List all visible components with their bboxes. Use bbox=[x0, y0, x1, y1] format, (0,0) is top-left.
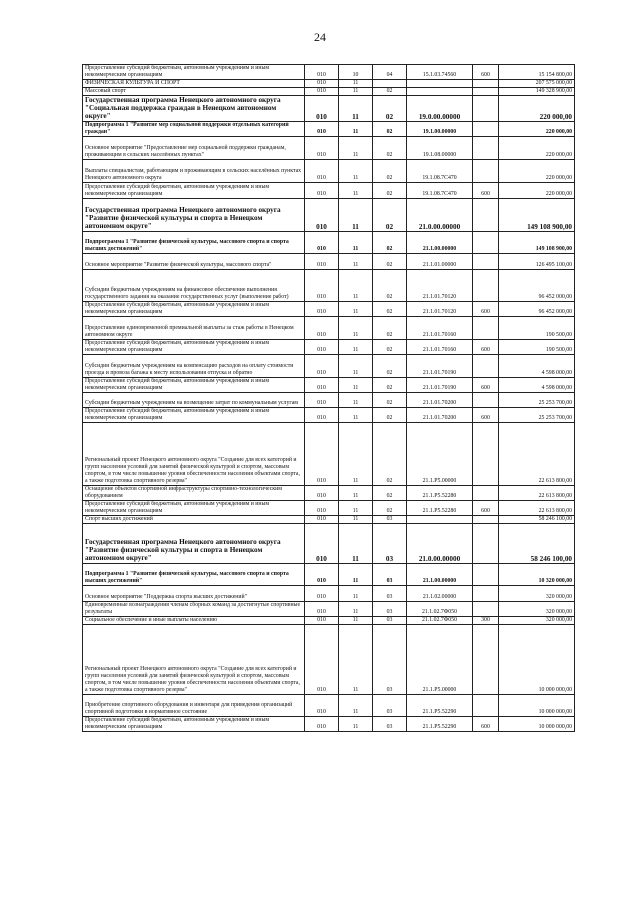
row-name-cell: Спорт высших достижений bbox=[83, 515, 305, 523]
row-code3-cell: 02 bbox=[373, 253, 407, 269]
row-code3-cell: 02 bbox=[373, 136, 407, 159]
row-amount-cell: 96 452 000,00 bbox=[499, 269, 575, 301]
row-amount-cell: 10 320 000,00 bbox=[499, 563, 575, 585]
row-amount-cell: 220 000,00 bbox=[499, 182, 575, 198]
row-code1-cell: 010 bbox=[305, 301, 339, 316]
row-expense-type-cell: 600 bbox=[473, 182, 499, 198]
row-expense-type-cell bbox=[473, 316, 499, 339]
row-expense-type-cell bbox=[473, 422, 499, 485]
row-code2-cell: 11 bbox=[339, 392, 373, 407]
row-code2-cell: 11 bbox=[339, 585, 373, 601]
row-code1-cell: 010 bbox=[305, 377, 339, 392]
row-code1-cell: 010 bbox=[305, 253, 339, 269]
table-row bbox=[83, 523, 575, 563]
row-amount-cell: 149 108 900,00 bbox=[499, 231, 575, 253]
row-name-cell: Единовременные вознаграждения членам сборных команд за достигнутые спортивные результаты bbox=[83, 601, 305, 616]
table-row bbox=[83, 585, 575, 601]
row-expense-type-cell: 600 bbox=[473, 65, 499, 80]
row-amount-cell: 15 154 800,00 bbox=[499, 65, 575, 80]
budget-table bbox=[82, 64, 575, 732]
row-code3-cell: 02 bbox=[373, 485, 407, 500]
row-code2-cell: 11 bbox=[339, 422, 373, 485]
row-expense-type-cell: 600 bbox=[473, 377, 499, 392]
row-code2-cell: 11 bbox=[339, 269, 373, 301]
row-name-cell: Предоставление субсидий бюджетным, автономным учреждениям и иным некоммерческим организациям bbox=[83, 65, 305, 80]
row-code1-cell: 010 bbox=[305, 601, 339, 616]
row-code2-cell: 11 bbox=[339, 301, 373, 316]
row-target-article-cell: 21.1.01.70200 bbox=[407, 407, 473, 422]
row-amount-cell: 220 000,00 bbox=[499, 159, 575, 182]
row-code2-cell: 11 bbox=[339, 159, 373, 182]
row-name-cell: Субсидии бюджетным учреждениям на возмещение затрат по коммунальным услугам bbox=[83, 392, 305, 407]
row-code3-cell: 02 bbox=[373, 392, 407, 407]
row-expense-type-cell: 600 bbox=[473, 500, 499, 515]
row-target-article-cell: 21.1.P5.52290 bbox=[407, 716, 473, 731]
row-target-article-cell: 21.1.02.7Ф050 bbox=[407, 601, 473, 616]
row-code2-cell: 11 bbox=[339, 80, 373, 88]
row-code2-cell: 11 bbox=[339, 354, 373, 377]
row-code2-cell: 11 bbox=[339, 694, 373, 716]
row-code2-cell: 11 bbox=[339, 88, 373, 96]
row-code3-cell: 02 bbox=[373, 407, 407, 422]
row-expense-type-cell: 300 bbox=[473, 616, 499, 624]
row-amount-cell: 220 000,00 bbox=[499, 96, 575, 122]
row-code1-cell: 010 bbox=[305, 422, 339, 485]
row-target-article-cell bbox=[407, 515, 473, 523]
table-row bbox=[83, 269, 575, 301]
row-code1-cell: 010 bbox=[305, 65, 339, 80]
row-amount-cell: 149 328 900,00 bbox=[499, 88, 575, 96]
row-code1-cell: 010 bbox=[305, 80, 339, 88]
row-code1-cell: 010 bbox=[305, 354, 339, 377]
table-row bbox=[83, 198, 575, 231]
table-row bbox=[83, 485, 575, 500]
row-name-cell: Предоставление субсидий бюджетным, автономным учреждениям и иным некоммерческим организациям bbox=[83, 716, 305, 731]
row-code3-cell: 03 bbox=[373, 716, 407, 731]
row-name-cell: Подпрограмма 1 "Развитие физической культуры, массового спорта и спорта высших достижений" bbox=[83, 231, 305, 253]
row-expense-type-cell bbox=[473, 159, 499, 182]
row-code2-cell: 11 bbox=[339, 339, 373, 354]
row-target-article-cell: 19.1.08.7С470 bbox=[407, 182, 473, 198]
row-code1-cell: 010 bbox=[305, 96, 339, 122]
row-amount-cell: 320 000,00 bbox=[499, 601, 575, 616]
row-target-article-cell: 21.1.01.70190 bbox=[407, 377, 473, 392]
row-target-article-cell: 21.1.01.70160 bbox=[407, 339, 473, 354]
row-code3-cell: 02 bbox=[373, 269, 407, 301]
row-amount-cell: 22 613 800,00 bbox=[499, 500, 575, 515]
table-row bbox=[83, 616, 575, 624]
table-row bbox=[83, 392, 575, 407]
row-name-cell: ФИЗИЧЕСКАЯ КУЛЬТУРА И СПОРТ bbox=[83, 80, 305, 88]
row-code3-cell: 02 bbox=[373, 500, 407, 515]
row-expense-type-cell bbox=[473, 624, 499, 694]
row-amount-cell: 25 253 700,00 bbox=[499, 407, 575, 422]
table-row bbox=[83, 339, 575, 354]
row-code1-cell: 010 bbox=[305, 500, 339, 515]
row-name-cell: Региональный проект Ненецкого автономного округа "Создание для всех категорий и групп населения условий для занятий физической культурой и спортом, массовым спортом, в том числе повышение уровня обеспеченности населения объектами спорта, а также подготовка спортивного резерва" bbox=[83, 422, 305, 485]
table-row bbox=[83, 96, 575, 122]
row-code3-cell: 02 bbox=[373, 377, 407, 392]
row-code3-cell: 03 bbox=[373, 624, 407, 694]
row-name-cell: Предоставление субсидий бюджетным, автономным учреждениям и иным некоммерческим организациям bbox=[83, 377, 305, 392]
row-expense-type-cell: 600 bbox=[473, 407, 499, 422]
row-code2-cell: 11 bbox=[339, 377, 373, 392]
row-code1-cell: 010 bbox=[305, 624, 339, 694]
page-number: 24 bbox=[314, 30, 326, 44]
row-expense-type-cell bbox=[473, 585, 499, 601]
row-expense-type-cell bbox=[473, 198, 499, 231]
row-code1-cell: 010 bbox=[305, 585, 339, 601]
row-code1-cell: 010 bbox=[305, 316, 339, 339]
row-code1-cell: 010 bbox=[305, 182, 339, 198]
row-code1-cell: 010 bbox=[305, 88, 339, 96]
table-row bbox=[83, 624, 575, 694]
row-code2-cell: 11 bbox=[339, 198, 373, 231]
row-expense-type-cell bbox=[473, 269, 499, 301]
row-code1-cell: 010 bbox=[305, 616, 339, 624]
row-expense-type-cell: 600 bbox=[473, 301, 499, 316]
row-code3-cell: 02 bbox=[373, 422, 407, 485]
row-name-cell: Выплаты специалистам, работающим и проживающим в сельских населённых пунктах Ненецкого автономного округа bbox=[83, 159, 305, 182]
row-amount-cell: 149 108 900,00 bbox=[499, 198, 575, 231]
row-amount-cell: 207 575 000,00 bbox=[499, 80, 575, 88]
row-name-cell: Приобретение спортивного оборудования и инвентаря для приведения организаций спортивной подготовки в нормативное состояние bbox=[83, 694, 305, 716]
row-code3-cell: 03 bbox=[373, 563, 407, 585]
row-target-article-cell: 21.1.01.00000 bbox=[407, 253, 473, 269]
row-name-cell: Предоставление субсидий бюджетным, автономным учреждениям и иным некоммерческим организациям bbox=[83, 182, 305, 198]
row-target-article-cell: 21.1.00.00000 bbox=[407, 563, 473, 585]
row-code3-cell: 03 bbox=[373, 515, 407, 523]
row-name-cell: Подпрограмма 1 "Развитие физической культуры, массового спорта и спорта высших достижений" bbox=[83, 563, 305, 585]
row-name-cell: Предоставление единовременной премиальной выплаты за стаж работы в Ненецком автономном округе bbox=[83, 316, 305, 339]
row-name-cell: Основное мероприятие "Развитие физической культуры, массового спорта" bbox=[83, 253, 305, 269]
row-amount-cell: 25 253 700,00 bbox=[499, 392, 575, 407]
row-name-cell: Подпрограмма 1 "Развитие мер социальной поддержки отдельных категорий граждан" bbox=[83, 121, 305, 136]
row-name-cell: Основное мероприятие "Предоставление мер социальной поддержки гражданам, проживающим в сельских населённых пунктах" bbox=[83, 136, 305, 159]
row-code2-cell: 11 bbox=[339, 182, 373, 198]
row-expense-type-cell bbox=[473, 523, 499, 563]
row-code2-cell: 11 bbox=[339, 316, 373, 339]
row-name-cell: Предоставление субсидий бюджетным, автономным учреждениям и иным некоммерческим организациям bbox=[83, 301, 305, 316]
table-row bbox=[83, 301, 575, 316]
row-code1-cell: 010 bbox=[305, 198, 339, 231]
row-target-article-cell bbox=[407, 88, 473, 96]
row-code1-cell: 010 bbox=[305, 136, 339, 159]
row-code2-cell: 11 bbox=[339, 121, 373, 136]
row-code3-cell: 03 bbox=[373, 601, 407, 616]
table-row bbox=[83, 716, 575, 731]
row-code3-cell bbox=[373, 80, 407, 88]
row-name-cell: Предоставление субсидий бюджетным, автономным учреждениям и иным некоммерческим организациям bbox=[83, 339, 305, 354]
row-target-article-cell: 21.1.01.70160 bbox=[407, 316, 473, 339]
table-row bbox=[83, 253, 575, 269]
row-code1-cell: 010 bbox=[305, 515, 339, 523]
row-amount-cell: 10 000 000,00 bbox=[499, 694, 575, 716]
row-target-article-cell: 21.1.01.70120 bbox=[407, 301, 473, 316]
row-amount-cell: 220 000,00 bbox=[499, 121, 575, 136]
row-amount-cell: 220 000,00 bbox=[499, 136, 575, 159]
row-expense-type-cell bbox=[473, 354, 499, 377]
row-code2-cell: 11 bbox=[339, 563, 373, 585]
row-code3-cell: 03 bbox=[373, 616, 407, 624]
row-amount-cell: 96 452 000,00 bbox=[499, 301, 575, 316]
table-row bbox=[83, 500, 575, 515]
row-expense-type-cell bbox=[473, 601, 499, 616]
table-row bbox=[83, 182, 575, 198]
row-expense-type-cell: 600 bbox=[473, 339, 499, 354]
row-code3-cell: 03 bbox=[373, 585, 407, 601]
table-row bbox=[83, 80, 575, 88]
row-name-cell: Региональный проект Ненецкого автономного округа "Создание для всех категорий и групп населения условий для занятий физической культурой и спортом, массовым спортом, в том числе повышение уровня обеспеченности населения объектами спорта, а также подготовка спортивного резерва" bbox=[83, 624, 305, 694]
row-code2-cell: 10 bbox=[339, 65, 373, 80]
row-target-article-cell: 21.1.01.70190 bbox=[407, 354, 473, 377]
row-name-cell: Субсидии бюджетным учреждениям на финансовое обеспечение выполнения государственного задания на оказание государственных услуг (выполнение работ) bbox=[83, 269, 305, 301]
row-target-article-cell: 21.1.P5.52280 bbox=[407, 500, 473, 515]
table-row bbox=[83, 694, 575, 716]
row-code3-cell: 02 bbox=[373, 231, 407, 253]
row-code3-cell: 02 bbox=[373, 198, 407, 231]
row-amount-cell: 22 613 800,00 bbox=[499, 485, 575, 500]
row-target-article-cell: 21.1.01.70200 bbox=[407, 392, 473, 407]
row-target-article-cell: 21.1.P5.52280 bbox=[407, 485, 473, 500]
row-code3-cell: 02 bbox=[373, 301, 407, 316]
row-expense-type-cell bbox=[473, 392, 499, 407]
row-amount-cell: 4 598 000,00 bbox=[499, 354, 575, 377]
row-code2-cell: 11 bbox=[339, 616, 373, 624]
row-code3-cell: 03 bbox=[373, 694, 407, 716]
row-target-article-cell: 21.1.P5.52290 bbox=[407, 694, 473, 716]
table-row bbox=[83, 231, 575, 253]
row-code2-cell: 11 bbox=[339, 624, 373, 694]
row-code1-cell: 010 bbox=[305, 694, 339, 716]
row-target-article-cell: 21.1.01.70120 bbox=[407, 269, 473, 301]
row-code2-cell: 11 bbox=[339, 515, 373, 523]
row-expense-type-cell bbox=[473, 136, 499, 159]
row-amount-cell: 190 500,00 bbox=[499, 339, 575, 354]
row-name-cell: Государственная программа Ненецкого автономного округа "Социальная поддержка граждан в Ненецком автономном округе" bbox=[83, 96, 305, 122]
row-code2-cell: 11 bbox=[339, 485, 373, 500]
row-amount-cell: 58 246 100,00 bbox=[499, 515, 575, 523]
row-amount-cell: 190 500,00 bbox=[499, 316, 575, 339]
row-name-cell: Субсидии бюджетным учреждениям на компенсацию расходов на оплату стоимости проезда и провоза багажа к месту использования отпуска и обратно bbox=[83, 354, 305, 377]
row-name-cell: Государственная программа Ненецкого автономного округа "Развитие физической культуры и спорта в Ненецком автономном округе" bbox=[83, 198, 305, 231]
row-code3-cell: 02 bbox=[373, 182, 407, 198]
row-expense-type-cell bbox=[473, 694, 499, 716]
row-target-article-cell: 21.1.P5.00000 bbox=[407, 624, 473, 694]
row-target-article-cell: 15.1.03.74560 bbox=[407, 65, 473, 80]
row-code2-cell: 11 bbox=[339, 253, 373, 269]
budget-table-body bbox=[83, 65, 575, 732]
row-name-cell: Государственная программа Ненецкого автономного округа "Развитие физической культуры и спорта в Ненецком автономном округе" bbox=[83, 523, 305, 563]
row-name-cell: Предоставление субсидий бюджетным, автономным учреждениям и иным некоммерческим организациям bbox=[83, 500, 305, 515]
row-code1-cell: 010 bbox=[305, 159, 339, 182]
row-target-article-cell: 21.0.00.00000 bbox=[407, 523, 473, 563]
row-code3-cell: 02 bbox=[373, 96, 407, 122]
table-row bbox=[83, 316, 575, 339]
table-row bbox=[83, 563, 575, 585]
row-code2-cell: 11 bbox=[339, 500, 373, 515]
row-amount-cell: 4 598 000,00 bbox=[499, 377, 575, 392]
row-code2-cell: 11 bbox=[339, 136, 373, 159]
row-target-article-cell: 19.1.00.00000 bbox=[407, 121, 473, 136]
row-code2-cell: 11 bbox=[339, 716, 373, 731]
table-row bbox=[83, 515, 575, 523]
row-code1-cell: 010 bbox=[305, 485, 339, 500]
row-target-article-cell: 21.0.00.00000 bbox=[407, 198, 473, 231]
row-code1-cell: 010 bbox=[305, 392, 339, 407]
row-amount-cell: 320 000,00 bbox=[499, 585, 575, 601]
row-code3-cell: 02 bbox=[373, 88, 407, 96]
table-row bbox=[83, 121, 575, 136]
table-row bbox=[83, 65, 575, 80]
row-expense-type-cell bbox=[473, 253, 499, 269]
row-target-article-cell bbox=[407, 80, 473, 88]
row-code1-cell: 010 bbox=[305, 339, 339, 354]
row-expense-type-cell bbox=[473, 88, 499, 96]
row-code3-cell: 02 bbox=[373, 354, 407, 377]
row-code1-cell: 010 bbox=[305, 269, 339, 301]
row-target-article-cell: 19.0.00.00000 bbox=[407, 96, 473, 122]
row-code3-cell: 04 bbox=[373, 65, 407, 80]
row-expense-type-cell bbox=[473, 563, 499, 585]
row-code2-cell: 11 bbox=[339, 407, 373, 422]
row-expense-type-cell bbox=[473, 121, 499, 136]
row-name-cell: Основное мероприятие "Поддержка спорта высших достижений" bbox=[83, 585, 305, 601]
row-target-article-cell: 21.1.00.00000 bbox=[407, 231, 473, 253]
row-target-article-cell: 21.1.02.7Ф050 bbox=[407, 616, 473, 624]
row-expense-type-cell bbox=[473, 515, 499, 523]
row-code2-cell: 11 bbox=[339, 231, 373, 253]
row-amount-cell: 320 000,00 bbox=[499, 616, 575, 624]
row-expense-type-cell: 600 bbox=[473, 716, 499, 731]
table-row bbox=[83, 136, 575, 159]
row-code2-cell: 11 bbox=[339, 523, 373, 563]
row-target-article-cell: 21.1.02.00000 bbox=[407, 585, 473, 601]
row-amount-cell: 10 000 000,00 bbox=[499, 624, 575, 694]
row-code3-cell: 02 bbox=[373, 121, 407, 136]
row-code1-cell: 010 bbox=[305, 716, 339, 731]
table-row bbox=[83, 88, 575, 96]
row-amount-cell: 58 246 100,00 bbox=[499, 523, 575, 563]
row-expense-type-cell bbox=[473, 96, 499, 122]
table-row bbox=[83, 601, 575, 616]
table-row bbox=[83, 159, 575, 182]
row-target-article-cell: 19.1.08.00000 bbox=[407, 136, 473, 159]
table-row bbox=[83, 407, 575, 422]
row-expense-type-cell bbox=[473, 231, 499, 253]
row-name-cell: Массовый спорт bbox=[83, 88, 305, 96]
row-expense-type-cell bbox=[473, 485, 499, 500]
row-code1-cell: 010 bbox=[305, 407, 339, 422]
row-code3-cell: 02 bbox=[373, 159, 407, 182]
row-amount-cell: 22 613 800,00 bbox=[499, 422, 575, 485]
row-code1-cell: 010 bbox=[305, 121, 339, 136]
table-row bbox=[83, 354, 575, 377]
row-code2-cell: 11 bbox=[339, 96, 373, 122]
table-row bbox=[83, 377, 575, 392]
row-amount-cell: 126 495 100,00 bbox=[499, 253, 575, 269]
row-expense-type-cell bbox=[473, 80, 499, 88]
row-code1-cell: 010 bbox=[305, 231, 339, 253]
row-code3-cell: 02 bbox=[373, 339, 407, 354]
row-code3-cell: 02 bbox=[373, 316, 407, 339]
row-code1-cell: 010 bbox=[305, 523, 339, 563]
row-code1-cell: 010 bbox=[305, 563, 339, 585]
row-target-article-cell: 19.1.08.7С470 bbox=[407, 159, 473, 182]
row-code3-cell: 03 bbox=[373, 523, 407, 563]
table-row bbox=[83, 422, 575, 485]
row-name-cell: Оснащение объектов спортивной инфраструктуры спортивно-технологическим оборудованием bbox=[83, 485, 305, 500]
row-name-cell: Социальное обеспечение и иные выплаты населению bbox=[83, 616, 305, 624]
row-name-cell: Предоставление субсидий бюджетным, автономным учреждениям и иным некоммерческим организациям bbox=[83, 407, 305, 422]
row-amount-cell: 10 000 000,00 bbox=[499, 716, 575, 731]
row-target-article-cell: 21.1.P5.00000 bbox=[407, 422, 473, 485]
row-code2-cell: 11 bbox=[339, 601, 373, 616]
